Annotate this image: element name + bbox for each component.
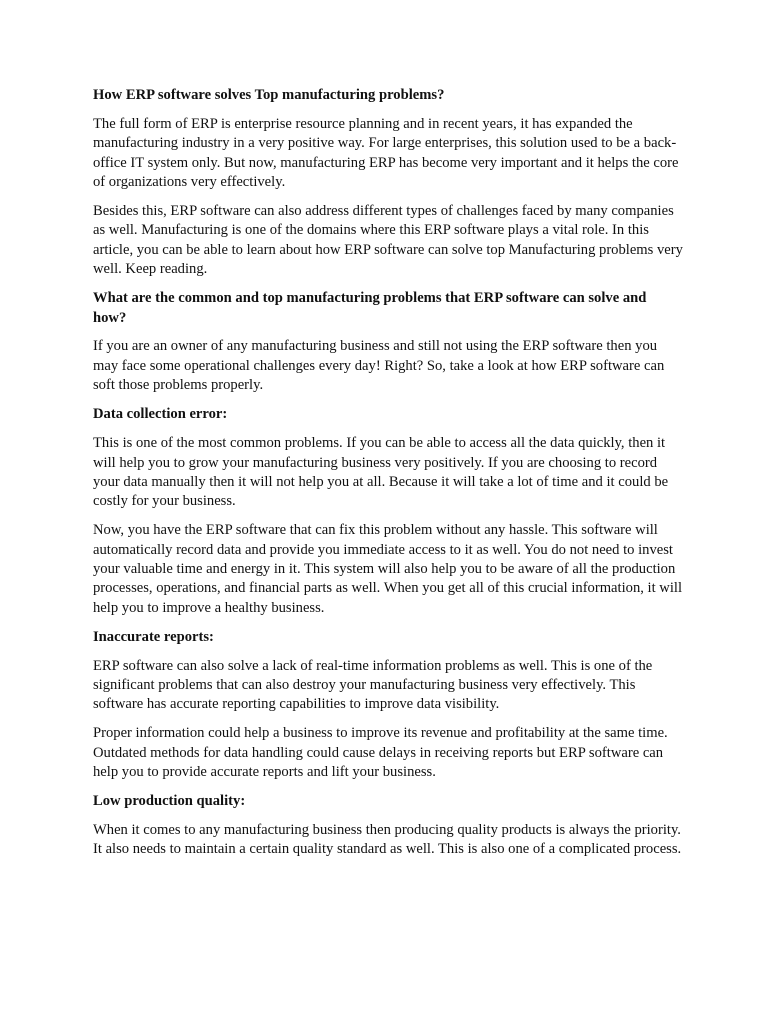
inaccurate-reports-paragraph-2: Proper information could help a business to improve its revenue and profitability at the same time. Outdated methods for data handling could cause delays in receiving reports but ERP software can help you to provide accurate reports and lift your business. — [93, 725, 668, 781]
production-quality-paragraph: When it comes to any manufacturing business then producing quality products is always the priority. It also needs to maintain a certain quality standard as well. This is also one of a complicated process. — [93, 822, 682, 858]
production-quality-heading: Low production quality: — [93, 793, 246, 810]
document-page — [93, 86, 683, 869]
intro-paragraph-1: The full form of ERP is enterprise resource planning and in recent years, it has expanded the manufacturing industry in a very positive way. For large enterprises, this solution used to be a back-office IT system only. But now, manufacturing ERP has become very important and it helps the core of organizations very effectively. — [93, 115, 679, 191]
data-collection-paragraph-2: Now, you have the ERP software that can fix this problem without any hassle. This software will automatically record data and provide you immediate access to it as well. You do not need to invest your valuable time and energy in it. This system will also help you to be aware of all the production processes, operations, and financial parts as well. When you get all of this crucial information, it will help you to improve a healthy business. — [93, 522, 682, 616]
section-heading: What are the common and top manufacturing problems that ERP software can solve and how? — [93, 290, 647, 326]
section-paragraph: If you are an owner of any manufacturing business and still not using the ERP software then you may face some operational challenges every day! Right? So, take a look at how ERP software can soft those problems properly. — [93, 338, 665, 394]
data-collection-paragraph-1: This is one of the most common problems. If you can be able to access all the data quickly, then it will help you to grow your manufacturing business very positively. If you are choosing to record your data manually then it will not help you at all. Because it will take a lot of time and it could be costly for your business. — [93, 435, 669, 510]
inaccurate-reports-paragraph-1: ERP software can also solve a lack of real-time information problems as well. This is one of the significant problems that can also destroy your manufacturing business very effectively. This software has accurate reporting capabilities to improve data visibility. — [93, 657, 653, 713]
inaccurate-reports-heading: Inaccurate reports: — [93, 628, 214, 645]
data-collection-heading: Data collection error: — [93, 406, 228, 423]
intro-paragraph-2: Besides this, ERP software can also address different types of challenges faced by many companies as well. Manufacturing is one of the domains where this ERP software plays a vital role. In this article, you can be able to learn about how ERP software can solve top Manufacturing problems very well. Keep reading. — [93, 203, 683, 278]
document-title: How ERP software solves Top manufacturing problems? — [93, 87, 445, 103]
